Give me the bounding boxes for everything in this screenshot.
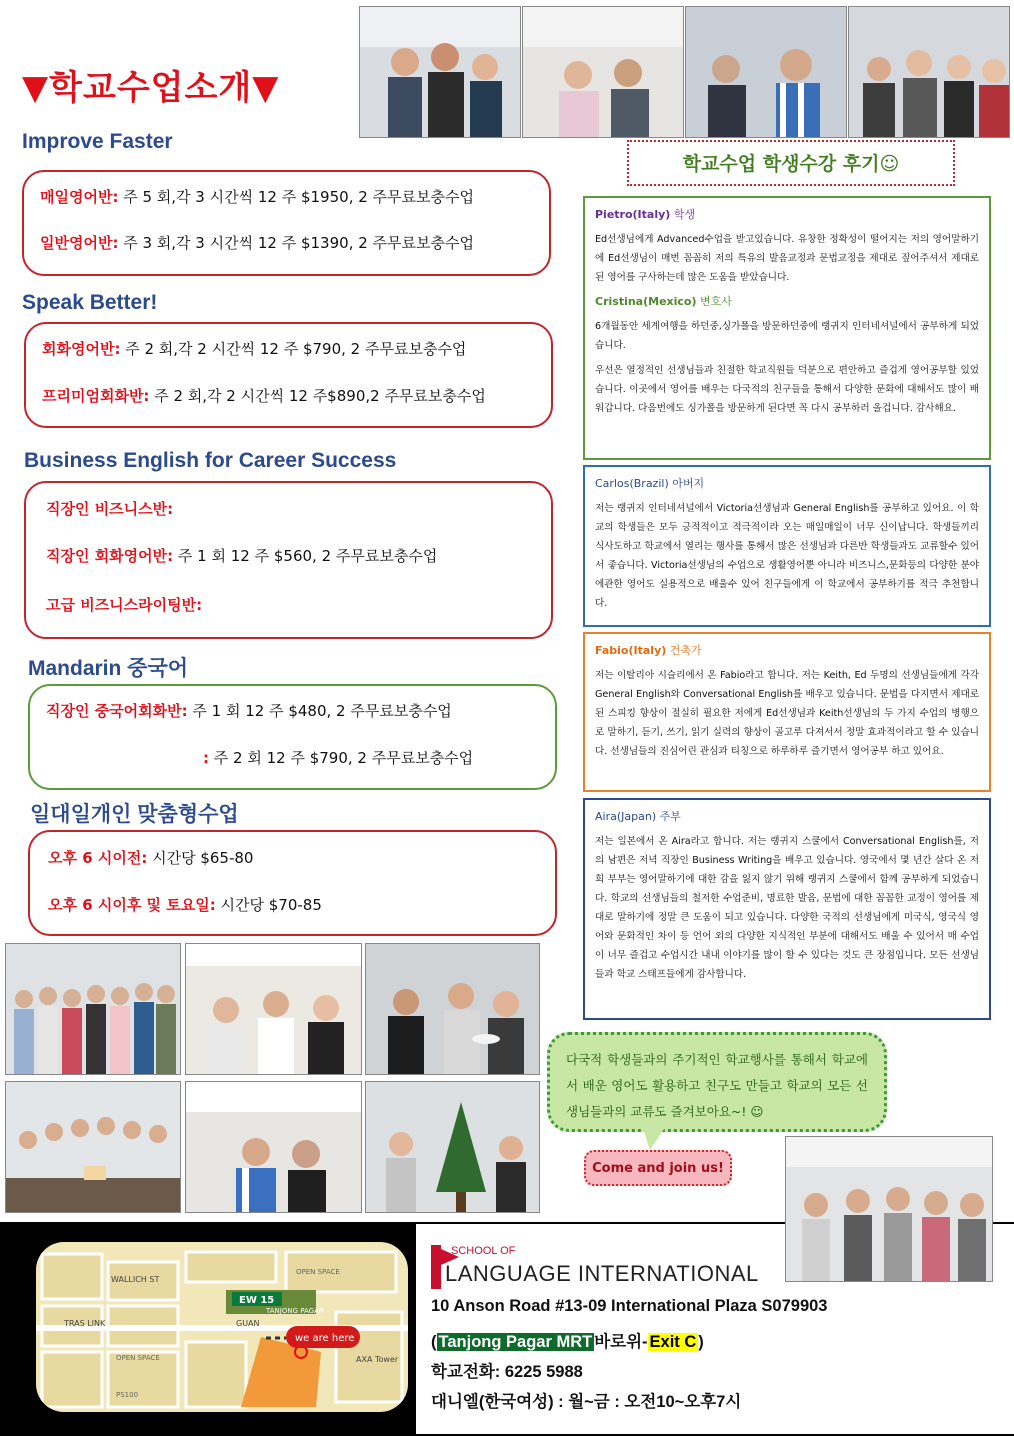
photo-group-6 <box>365 1081 540 1213</box>
map-street: AXA Tower <box>356 1355 399 1364</box>
photo-staff <box>785 1136 993 1282</box>
section-title-improve: Improve Faster <box>22 130 173 153</box>
school-logo <box>431 1245 791 1293</box>
review-text: 저는 일본에서 온 Aira라고 합니다. 저는 랭귀지 스쿨에서 Conversational English를, 저의 남편은 저녁 직장인 Business Writing을 배우고 있습니다. 영국에서 몇 년간 살다 온 저희 부부는 영어말하기에 대한 감을 잃지 않기 위해 랭귀지 스쿨에서 함께 공부하게 되었습니다. 학교의 선생님들의 철저한 수업준비, 명료한 발음, 문법에 대한 꼼꼼한 교정이 영어를 제대로 말하기에 정말 큰 도움이 되고 있습니다. 다양한 국적의 선생님에게 미국식, 영국식 영어와 문화적인 차이 등 언어 외의 다양한 지식적인 부분에 대해서도 배울 수 있어서 매 수업이 너무 즐겁고 수업시간 내내 이야기를 많이 할 수 있다는 것도 큰 장점입니다. 모든 선생님들과 학교 스태프들에게 감사합니다. <box>595 836 979 980</box>
photo-students-3 <box>685 6 847 138</box>
school-address: 10 Anson Road #13-09 International Plaza S079903 <box>431 1297 828 1315</box>
page-title: ▼학교수업소개▼ <box>22 68 280 108</box>
course-line: : 주 2 회 12 주 $790, 2 주무료보충수업 <box>203 749 474 767</box>
reviewer-name: Fabio(Italy) 건축가 <box>595 644 702 657</box>
map-street: GUAN <box>236 1319 260 1328</box>
photo-students-1 <box>359 6 521 138</box>
join-button[interactable]: Come and join us! <box>584 1150 732 1186</box>
course-line: 오후 6 시이후 및 토요일: 시간당 $70-85 <box>48 896 322 914</box>
here-marker-label: we are here <box>295 1333 355 1344</box>
review-card-pietro-cristina <box>583 196 991 460</box>
school-phone: 학교전화: 6225 5988 <box>431 1363 583 1381</box>
map-street: TRAS LINK <box>64 1319 106 1328</box>
course-line: 직장인 회화영어반: 주 1 회 12 주 $560, 2 주무료보충수업 <box>46 547 438 565</box>
map-street: OPEN SPACE <box>296 1268 340 1276</box>
map-street: OPEN SPACE <box>116 1354 160 1362</box>
mrt-name: TANJONG PAGAR <box>266 1307 324 1315</box>
reviewer-name: Pietro(Italy) 학생 <box>595 208 696 221</box>
section-title-mandarin: Mandarin 중국어 <box>28 657 189 680</box>
reviewer-name: Aira(Japan) 주부 <box>595 810 681 823</box>
photo-group-3 <box>365 943 540 1075</box>
course-line: 직장인 비즈니스반: <box>46 500 174 518</box>
photo-group-5 <box>185 1081 362 1213</box>
contact-hours: 대니엘(한국여성) : 월~금 : 오전10~오후7시 <box>431 1393 742 1411</box>
course-line: 매일영어반: 주 5 회,각 3 시간씩 12 주 $1950, 2 주무료보충수업 <box>40 188 474 206</box>
photo-group-1 <box>5 943 181 1075</box>
reviews-heading: 학교수업 학생수강 후기☺ <box>627 140 955 186</box>
reviewer-name: Carlos(Brazil) 아버지 <box>595 477 705 490</box>
course-line: 회화영어반: 주 2 회,각 2 시간씩 12 주 $790, 2 주무료보충수업 <box>42 340 467 358</box>
logo-top-text: SCHOOL OF <box>451 1245 516 1257</box>
course-box-private <box>28 830 557 936</box>
logo-main-text: LANGUAGE INTERNATIONAL <box>445 1261 759 1286</box>
review-card-carlos <box>583 465 991 627</box>
course-line: 일반영어반: 주 3 회,각 3 시간씩 12 주 $1390, 2 주무료보충수업 <box>40 234 474 252</box>
location-map <box>36 1242 408 1412</box>
section-title-speak: Speak Better! <box>22 291 158 314</box>
events-bubble: 다국적 학생들과의 주기적인 학교행사를 통해서 학교에서 배운 영어도 활용하고 친구도 만들고 학교의 모든 선생님들과의 교류도 즐겨보아요~! ☺ <box>547 1032 887 1132</box>
photo-group-2 <box>185 943 362 1075</box>
course-line: 오후 6 시이전: 시간당 $65-80 <box>48 849 254 867</box>
review-text: 저는 이탈리아 시슬리에서 온 Fabio라고 합니다. 저는 Keith, Ed 두명의 선생님들에게 각각 General English와 Conversational English를 배우고 있습니다. 문법을 다지면서 제대로된 스피킹 향상이 절실히 필요한 저에게 Ed선생님과 Keith선생님의 두 가지 수업의 병행으로 말하기, 듣기, 쓰기, 읽기 실력의 향상이 골고루 다져서서 정말 효과적이라고 할 수 있습니다. 선생님들의 진심어린 관심과 티칭으로 하루하루 즐기면서 영어공부 하고 있어요. <box>595 670 979 757</box>
map-street: WALLICH ST <box>111 1275 160 1284</box>
review-text: 6개월동안 세계여행을 하던중,싱가폴을 방문하던중에 랭귀지 인터네셔널에서 공부하게 되었습니다. <box>595 321 979 351</box>
review-card-aira <box>583 798 991 1020</box>
mrt-directions: ( Tanjong Pagar MRT 바로위- Exit C ) <box>431 1333 704 1351</box>
map-street: PS100 <box>116 1391 139 1399</box>
section-title-business: Business English for Career Success <box>24 449 397 472</box>
section-title-private: 일대일개인 맞춤형수업 <box>30 803 239 826</box>
mrt-code: EW 15 <box>239 1295 275 1306</box>
photo-students-4 <box>848 6 1010 138</box>
photo-students-2 <box>522 6 684 138</box>
course-line: 직장인 중국어회화반: 주 1 회 12 주 $480, 2 주무료보충수업 <box>46 702 452 720</box>
photo-group-4 <box>5 1081 181 1213</box>
bubble-tail-icon <box>640 1126 670 1152</box>
review-text: 우선은 열정적인 선생님들과 친절한 학교직원들 덕분으로 편안하고 즐겁게 영어공부할 있었습니다. 이곳에서 영어를 배우는 다국적의 친구들을 통해서 다양한 문화에 대해서도 많이 배워갑니다. 다음번에도 싱가폴을 방문하게 된다면 꼭 다시 공부하러 올겁니다. 감사해요. <box>595 365 979 414</box>
reviewer-name: Cristina(Mexico) 변호사 <box>595 295 732 308</box>
review-text: Ed선생님에게 Advanced수업을 받고있습니다. 유창한 정확성이 떨어지는 저의 영어말하기에 Ed선생님이 매번 꼼꼼히 저의 특유의 발음교정과 문법교정을 제대로 짚어주셔서 제대로된 영어를 구사하는데 많은 도움을 받았습니다. <box>595 234 979 283</box>
course-line: 프리미엄회화반: 주 2 회,각 2 시간씩 12 주$890,2 주무료보충수업 <box>42 387 486 405</box>
course-line: 고급 비즈니스라이팅반: <box>46 596 203 614</box>
review-text: 저는 랭귀지 인터네셔널에서 Victoria선생님과 General English를 공부하고 있어요. 이 학교의 학생들은 모두 긍적적이고 적극적이라 오는 매일매일이 너무 신이납니다. 학생들끼리 식사도하고 학교에서 열리는 행사를 통해서 많은 선생님과 다른반 학생들과도 교류할수 있어서 좋습니다. Victoria선생님의 수업으로 생활영어뿐 아니라 비즈니스,문화등의 다양한 분야에관한 영어도 실용적으로 배울수 있어 친구들에게 이 학교에서 공부하기를 적극 추천합니다. <box>595 503 979 609</box>
review-card-fabio <box>583 632 991 792</box>
